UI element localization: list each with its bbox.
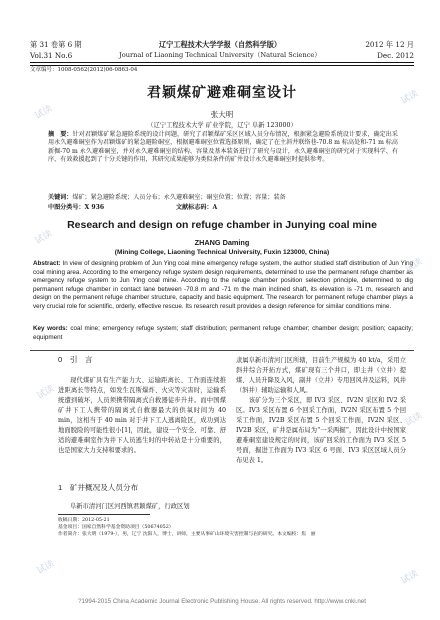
keywords-en	[33, 325, 413, 342]
affiliation-cn: （辽宁工程技术大学 矿业学院，辽宁 阜新 123000）	[147, 122, 297, 129]
footnote-fund: 基金项目：国家自然科学基金资助项目（50674052）	[58, 525, 174, 530]
watermark: 试读	[402, 256, 424, 274]
author-en: ZHANG Daming	[194, 238, 250, 247]
journal-title-en: Journal of Liaoning Technical University（Natural Science）	[119, 51, 321, 59]
document-code: 文献标志码：A	[176, 204, 218, 211]
watermark: 试读	[398, 568, 420, 586]
intro-heading: 0 引 言	[58, 355, 93, 364]
watermark: 试读	[34, 558, 56, 576]
intro-text: 现代煤矿具有生产能力大、运输距离长、工作面连续推进距离长等特点，如发生瓦斯爆炸、火灾等灾害时，运输系统遭到破坏，人员须携带隔离式自救器徒步升井。而中国煤矿井下工人携带的隔离式自救器最大的供氧时间为 40 min，这相当于 40 min 对于井下工人逃离险区，成功到达地面脱险的可能性很小[1]，因此，建设一个安全、可靠、舒适的避难硐室作为井下人员逃生时的中转站是十分重要的，也是国家大力支持和要求的。	[58, 377, 226, 454]
section-divider	[30, 350, 414, 351]
footnote-received: 收稿日期：2012-05-21	[58, 518, 110, 523]
header-rule-bottom	[30, 65, 414, 66]
abstract-en-label: Abstract:	[33, 260, 61, 267]
class-number: 中图分类号：X 936	[48, 204, 105, 211]
author-cn: 张大明	[210, 110, 234, 119]
title-cn: 君颖煤矿避难硐室设计	[147, 85, 297, 101]
keywords-en-label: Key words:	[33, 325, 68, 332]
watermark: 试读	[398, 88, 420, 106]
footnote-rule	[58, 514, 150, 515]
article-number: 文章编号：1008-0562(2012)06-0863-04	[30, 67, 138, 73]
keywords-cn-label: 关键词：	[48, 194, 73, 201]
right-column-text: 隶属阜新市清河门区所辖，目前生产规模为 40 kt/a，采用立斜井综合开拓方式，煤矿现有三个井口，即主井（立井）提煤、人员升降及入风，副井（立井）专用回风井及运料，风井（斜井）辅助运输和人风。 该矿分为三个采区，即 IV3 采区、IV2N 采区和 IV2 采区。IV3 采区布置 6 个回采工作面，IV2N 采区布置 5 个回采工作面，IV2B 采区布置 5 个回采工作面，IV2N 采区、IV2B 采区，矿井是属布局为“一采两掘”，因此设计中按国家避难硐室建设规定的时间，该矿回采的工作面为 IV3 采区 5 号面，掘进工作面为 IV3 采区 6 号面、IV3 采区区域人员分布见表 1。	[236, 357, 407, 464]
title-en: Research and design on refuge chamber in Junying coal mine	[67, 219, 377, 231]
watermark: 试读	[34, 383, 56, 401]
watermark: 试读	[402, 410, 424, 428]
abstract-en-text: In view of designing problem of Jun Ying coal mine emergency refuge system, the author studied staff distribution of Jun Ying coal mining area. According to the emergency refuge system design requirements, determined to use the permanent refuge chamber as emergency refuge system to Jun Ying coal mine. According to the refuge chamber position selection principle, determined to dig permanent refuge chamber in contact lane between -70.8 m and -71 m the main inclined shaft, its elevation is -71 m, research and design on the permanent refuge chamber structure, capacity and basic equipment. The research for permanent refuge chamber plays a very crucial role for scientific, orderly, effective rescue. Its research result provides a design reference for similar conditions mine.	[33, 260, 413, 310]
date-cn: 2012 年 12 月	[365, 40, 414, 49]
keywords-cn	[48, 194, 398, 202]
keywords-en-text: coal mine; emergency refuge system; staff distribution; permanent refuge chamber; chamber design; position; capacity; equipment	[33, 325, 414, 341]
header-rule-top	[30, 62, 414, 63]
footnote-bio: 作者简介：张大明（1979-），男，辽宁 沈阳人，博士，讲师，主要从事矿山环境灾害控制与岩的研究。本文编校：焦 丽	[58, 532, 316, 537]
abstract-cn	[48, 131, 398, 165]
abstract-en	[33, 260, 413, 312]
volume-cn: 第 31 卷第 6 期	[30, 40, 82, 49]
watermark: 试读	[32, 103, 54, 121]
journal-title-cn: 辽宁工程技术大学学报（自然科学版）	[158, 40, 282, 49]
affiliation-en: (Mining College, Liaoning Technical University, Fuxin 123000, China)	[114, 249, 330, 256]
keywords-cn-text: 煤矿；紧急避险系统；人员分布；永久避难硐室；硐室位置；位置；容量；装备	[72, 194, 286, 201]
date-en: Dec. 2012	[377, 51, 414, 60]
abstract-cn-label: 摘 要：	[48, 131, 73, 138]
volume-en: Vol.31 No.6	[30, 51, 73, 60]
abstract-cn-text: 针对君颖煤矿紧急避险系统的设计问题，研究了君颖煤矿采区区域人员分布情况，根据紧急避险系统设计要求，确定出采用永久避难硐室作为君颖煤矿的紧急避险硐室，根据避难硐室位置选择原则，确定了在主斜井联络巷-70.8 m 标高处和-71 m 标高新掘-70 m 永久避难硐室，并对永久避难硐室的结构、容量及基本装备进行了研究与设计，永久避难硐室的研究对于实现科学、有序、有效救援起到了十分关键的作用，其研究成果能够为类似条件的矿井设计永久避难硐室时提供参考。	[48, 131, 399, 164]
section1-heading: 1 矿井概况及人员分布	[58, 483, 139, 492]
section1-text: 阜新市清河门区河西镇君颖煤矿，行政区划	[70, 503, 190, 510]
copyright-line: ?1994-2015 China Academic Journal Electronic Publishing House. All rights reserved. http://www.cnki.net	[78, 598, 366, 605]
watermark: 试读	[32, 228, 54, 246]
